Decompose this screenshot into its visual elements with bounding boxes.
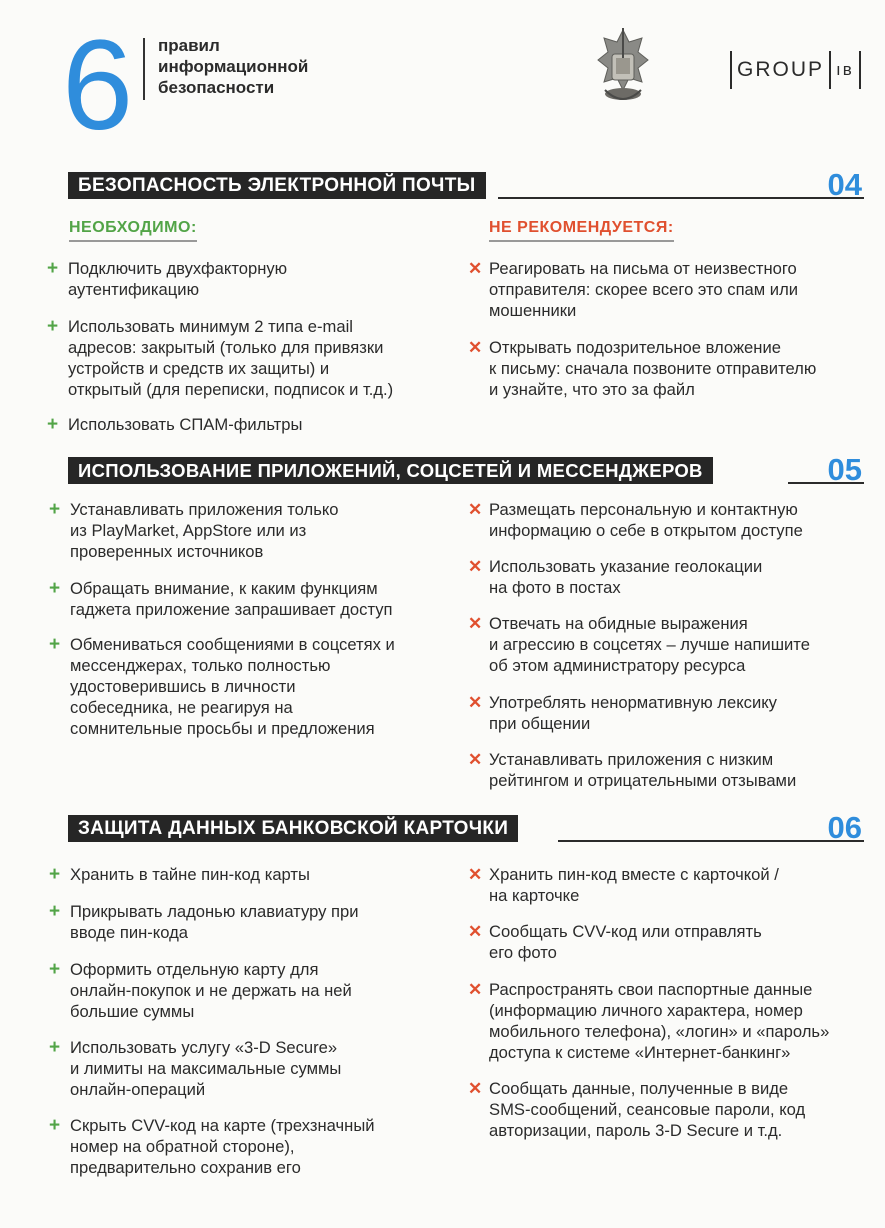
section-rule xyxy=(498,197,864,199)
list-item: + Прикрывать ладонью клавиатуру при вводе пин-кода xyxy=(49,901,359,942)
section-title: ЗАЩИТА ДАННЫХ БАНКОВСКОЙ КАРТОЧКИ xyxy=(68,815,518,842)
cross-icon: ✕ xyxy=(468,750,483,769)
title-line: безопасности xyxy=(158,78,275,97)
list-item: + Хранить в тайне пин-код карты xyxy=(49,864,310,885)
list-item: ✕ Реагировать на письма от неизвестного отправителя: скорее всего это спам или мошенники xyxy=(468,259,799,320)
list-item: + Скрыть CVV-код на карте (трехзначный номер на обратной стороне), предварительно сохранив его xyxy=(49,1115,375,1177)
plus-icon: + xyxy=(49,959,61,980)
rule-count-number: 6 xyxy=(62,14,134,157)
list-item: + Использовать услугу «3-D Secure» и лимиты на максимальные суммы онлайн-операций xyxy=(49,1037,342,1099)
list-item: ✕ Открывать подозрительное вложение к письму: сначала позвоните отправителю и узнайте, что это за файл xyxy=(468,338,817,399)
list-item: ✕ Хранить пин-код вместе с карточкой / на карточке xyxy=(468,865,779,905)
page-title xyxy=(158,35,308,98)
list-item: ✕ Использовать указание геолокации на фото в постах xyxy=(468,557,763,597)
plus-icon: + xyxy=(47,258,59,279)
cross-icon: ✕ xyxy=(468,922,483,941)
plus-icon: + xyxy=(47,414,59,435)
section-header-apps xyxy=(68,452,864,487)
section-number: 04 xyxy=(827,167,862,202)
title-line: информационной xyxy=(158,57,309,76)
section-header-bank-card xyxy=(68,810,864,845)
cross-icon: ✕ xyxy=(468,614,483,633)
cross-icon: ✕ xyxy=(468,865,483,884)
list-item: + Обмениваться сообщениями в соцсетях и мессенджерах, только полностью удостоверившись в личности собеседника, не реагируя на сомнительные просьбы и предложения xyxy=(49,634,395,738)
list-item: + Оформить отдельную карту для онлайн-покупок и не держать на ней большие суммы xyxy=(49,959,352,1021)
title-line: правил xyxy=(158,36,220,55)
plus-icon: + xyxy=(49,901,61,922)
cross-icon: ✕ xyxy=(468,500,483,519)
title-divider xyxy=(143,38,145,100)
list-item: + Использовать минимум 2 типа e-mail адресов: закрытый (только для привязки устройств и средств их защиты) и открытый (для переписки, подписок и т.д.) xyxy=(47,316,394,399)
list-item: ✕ Сообщать данные, полученные в виде SMS-сообщений, сеансовые пароли, код авторизации, пароль 3-D Secure и т.д. xyxy=(468,1079,806,1140)
plus-icon: + xyxy=(49,864,61,885)
cross-icon: ✕ xyxy=(468,1079,483,1098)
section-number: 05 xyxy=(827,452,862,487)
list-item: ✕ Сообщать CVV-код или отправлять его фото xyxy=(468,922,762,962)
dont-column-header: НЕ РЕКОМЕНДУЕТСЯ: xyxy=(489,219,674,242)
do-column-header: НЕОБХОДИМО: xyxy=(69,219,197,242)
plus-icon: + xyxy=(49,1037,61,1058)
cross-icon: ✕ xyxy=(468,980,483,999)
section-title: БЕЗОПАСНОСТЬ ЭЛЕКТРОННОЙ ПОЧТЫ xyxy=(68,172,486,199)
plus-icon: + xyxy=(47,316,59,337)
list-item: + Обращать внимание, к каким функциям гаджета приложение запрашивает доступ xyxy=(49,578,393,619)
group-ib-logo: GROUP ıв xyxy=(725,48,866,92)
plus-icon: + xyxy=(49,578,61,599)
section-number: 06 xyxy=(827,810,862,845)
list-item: + Подключить двухфакторную аутентификацию xyxy=(47,258,288,299)
list-item: ✕ Употреблять ненормативную лексику при общении xyxy=(468,693,777,733)
list-item: ✕ Устанавливать приложения с низким рейтингом и отрицательными отзывами xyxy=(468,750,797,790)
cross-icon: ✕ xyxy=(468,338,483,357)
plus-icon: + xyxy=(49,1115,61,1136)
list-item: ✕ Распространять свои паспортные данные (информацию личного характера, номер мобильного телефона), «логин» и «пароль» доступа к системе «Интернет-банкинг» xyxy=(468,980,830,1062)
list-item: + Использовать СПАМ-фильтры xyxy=(47,414,303,435)
list-item: ✕ Размещать персональную и контактную информацию о себе в открытом доступе xyxy=(468,500,803,540)
cross-icon: ✕ xyxy=(468,557,483,576)
cross-icon: ✕ xyxy=(468,259,483,278)
plus-icon: + xyxy=(49,634,61,655)
emblem-badge-icon xyxy=(596,28,650,110)
list-item: + Устанавливать приложения только из PlayMarket, AppStore или из проверенных источников xyxy=(49,499,339,561)
plus-icon: + xyxy=(49,499,61,520)
section-rule xyxy=(558,840,864,842)
section-title: ИСПОЛЬЗОВАНИЕ ПРИЛОЖЕНИЙ, СОЦСЕТЕЙ И МЕССЕНДЖЕРОВ xyxy=(68,457,713,484)
cross-icon: ✕ xyxy=(468,693,483,712)
list-item: ✕ Отвечать на обидные выражения и агрессию в соцсетях – лучше напишите об этом администратору ресурса xyxy=(468,614,810,675)
section-header-email xyxy=(68,167,864,202)
